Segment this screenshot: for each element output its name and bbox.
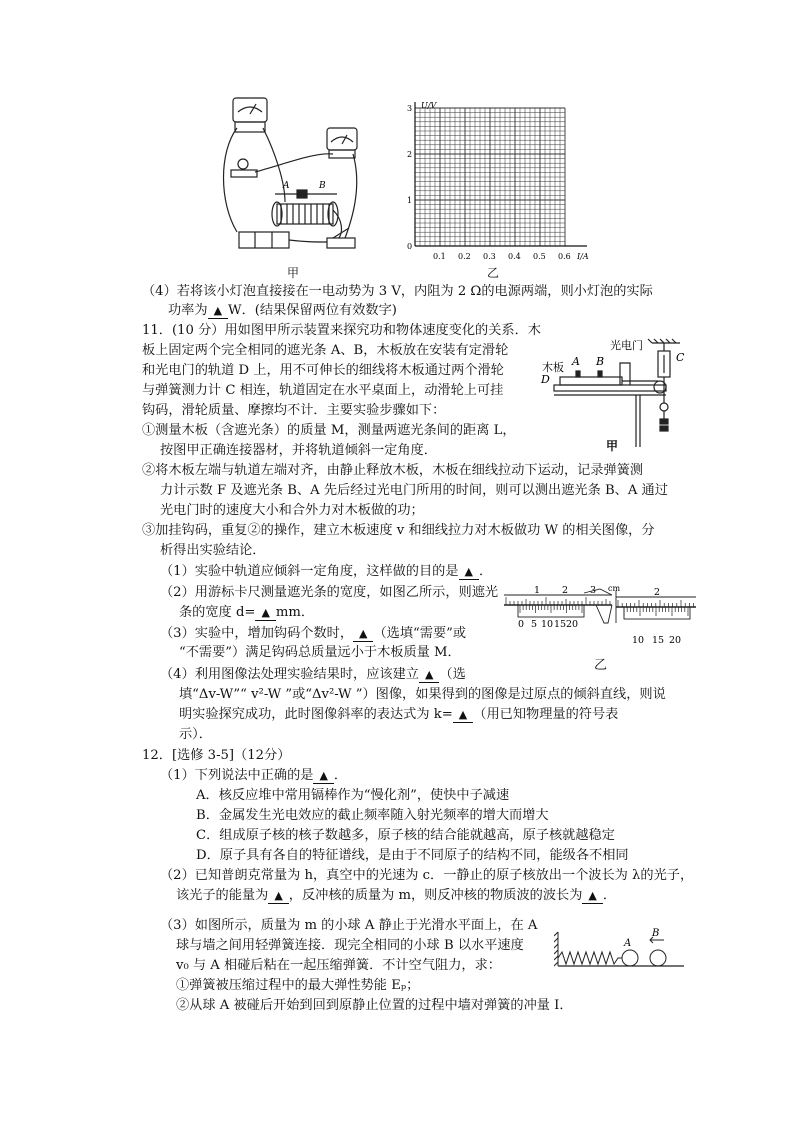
answer-blank[interactable]: ▲: [453, 708, 473, 723]
q11-text: 与弹簧测力计 C 相连，轨道固定在水平桌面上，动滑轮上可挂: [142, 383, 504, 398]
q11-step1: ①测量木板（含遮光条）的质量 M，测量两遮光条间的距离 L，: [142, 423, 516, 438]
q12-part3: （3）如图所示，质量为 m 的小球 A 静止于光滑水平面上，在 A: [160, 918, 538, 933]
y-tick-label: 3: [407, 104, 413, 113]
q11-text: 钩码，滑轮质量、摩擦均不计．主要实验步骤如下：: [142, 403, 446, 418]
ball-b-label: B: [652, 928, 660, 939]
caliper-unit: cm: [608, 584, 621, 593]
q11-step2: 光电门时的速度大小和合外力对木板做的功；: [160, 503, 424, 518]
q11-part4: （4）利用图像法处理实验结果时，应该建立 ▲ （选: [160, 667, 466, 682]
q11-part2: （2）用游标卡尺测量遮光条的宽度，如图乙所示，则遮光: [160, 585, 499, 600]
ui-graph: [395, 96, 595, 264]
q12-heading: 12．[选修 3-5]（12分）: [142, 748, 291, 763]
rheostat-label-b: B: [319, 181, 326, 191]
answer-blank[interactable]: ▲: [208, 304, 228, 319]
spring-balls-figure: [554, 924, 686, 970]
q11-part1: （1）实验中轨道应倾斜一定角度，这样做的目的是 ▲ ．: [160, 564, 493, 579]
x-tick-label: 0.5: [533, 252, 546, 261]
caliper-zoom-vernier-number: 15: [652, 635, 665, 646]
vernier-caliper-figure: [504, 583, 696, 651]
answer-blank[interactable]: ▲: [313, 769, 333, 784]
q11-part2: 条的宽度 d= ▲ mm．: [179, 605, 315, 620]
q12-part3-sub1: ①弹簧被压缩过程中的最大弹性势能 Eₚ；: [176, 978, 420, 993]
ball-a-label: A: [624, 938, 632, 949]
q11-step2: 力计示数 F 及遮光条 B、A 先后经过光电门所用的时间，则可以测出遮光条 B、A 通过: [160, 483, 668, 498]
caliper-vernier-number: 20: [566, 619, 579, 630]
q12-part3: 球与墙之间用轻弹簧连接．现完全相同的小球 B 以水平速度: [176, 938, 524, 953]
caliper-vernier-number: 10: [541, 619, 554, 630]
answer-blank[interactable]: ▲: [353, 627, 373, 642]
answer-blank[interactable]: ▲: [419, 668, 439, 683]
q11-step3: ③加挂钩码，重复②的操作，建立木板速度 v 和细线拉力对木板做功 W 的相关图像，分: [142, 523, 655, 538]
rheostat-label-a: A: [283, 181, 290, 191]
x-tick-label: 0.3: [483, 252, 496, 261]
q11-step1: 按图甲正确连接器材，并将轨道倾斜一定角度．: [160, 443, 437, 458]
x-tick-label: 0.6: [558, 252, 571, 261]
graph-xlabel: I/A: [577, 252, 589, 261]
label-c: C: [676, 351, 685, 364]
label-a: A: [572, 355, 580, 368]
q12-part3: v₀ 与 A 相碰后粘在一起压缩弹簧．不计空气阻力，求：: [176, 958, 501, 973]
circuit-figure: [215, 92, 365, 252]
graph-ylabel: U/V: [421, 101, 437, 110]
answer-blank[interactable]: ▲: [582, 889, 602, 904]
label-b: B: [596, 355, 605, 368]
label-photogate: 光电门: [610, 339, 643, 352]
q11-step3: 析得出实验结论．: [160, 543, 266, 558]
y-tick-label: 2: [407, 150, 413, 159]
x-tick-label: 0.2: [458, 252, 471, 261]
caliper-main-number: 3: [590, 585, 597, 596]
q11-text: 和光电门的轨道 D 上，用不可伸长的细线将木板通过两个滑轮: [142, 363, 504, 378]
q12-option-c: C．组成原子核的核子数越多，原子核的结合能就越高，原子核就越稳定: [196, 828, 615, 843]
q11-part4: 填“Δv-W”“ v²-W ”或“Δv²-W ”）图像，如果得到的图像是过原点的倾斜直线，则说: [179, 687, 666, 702]
q12-option-d: D．原子具有各自的特征谱线，是由于不同原子的结构不同，能级各不相同: [196, 848, 629, 863]
fig-caption-yi-2: 乙: [594, 658, 608, 673]
q11-step2: ②将木板左端与轨道左端对齐，由静止释放木板，木板在细线拉动下运动，记录弹簧测: [142, 463, 644, 478]
caliper-vernier-number: 5: [531, 619, 538, 630]
q11-part3: “不需要”）满足钩码总质量远小于木板质量 M．: [179, 645, 461, 660]
q12-part2: （2）已知普朗克常量为 h，真空中的光速为 c．一静止的原子核放出一个波长为 λ的光子，: [160, 868, 694, 883]
fig-caption-yi: 乙: [487, 266, 500, 280]
caliper-zoom-vernier-number: 10: [632, 635, 645, 646]
q11-part4: 明实验探究成功，此时图像斜率的表达式为 k= ▲ （用已知物理量的符号表: [179, 707, 619, 722]
caliper-vernier-number: 0: [518, 619, 525, 630]
label-board: 木板: [542, 361, 564, 374]
caliper-main-number: 1: [534, 585, 541, 596]
q12-part1: （1）下列说法中正确的是 ▲ ．: [160, 768, 348, 783]
x-tick-label: 0.1: [433, 252, 446, 261]
label-d: D: [541, 373, 550, 386]
q10-4-line2: 功率为 ▲ W．(结果保留两位有效数字): [168, 303, 397, 318]
q11-heading: 11．(10 分）用如图甲所示装置来探究功和物体速度变化的关系．木: [142, 323, 541, 338]
q12-option-b: B．金属发生光电效应的截止频率随入射光频率的增大而增大: [196, 808, 549, 823]
q12-option-a: A．核反应堆中常用镉棒作为“慢化剂”，使快中子减速: [196, 788, 510, 803]
answer-blank[interactable]: ▲: [268, 889, 288, 904]
caliper-main-number: 2: [562, 585, 569, 596]
fig-caption-jia: 甲: [287, 266, 300, 280]
q10-4-line1: （4）若将该小灯泡直接接在一电动势为 3 V，内阻为 2 Ω的电源两端，则小灯泡的实际: [142, 284, 653, 299]
x-tick-label: 0.4: [508, 252, 521, 261]
q11-part4: 示）．: [179, 727, 212, 742]
answer-blank[interactable]: ▲: [255, 606, 275, 621]
q11-text: 板上固定两个完全相同的遮光条 A、B，木板放在安装有定滑轮: [142, 343, 509, 358]
y-tick-label: 1: [407, 196, 413, 205]
q12-part3-sub2: ②从球 A 被碰后开始到回到原静止位置的过程中墙对弹簧的冲量 I．: [176, 998, 573, 1013]
q11-part3: （3）实验中，增加钩码个数时， ▲ （选填“需要”或: [160, 626, 467, 641]
caliper-zoom-number: 2: [654, 587, 661, 598]
answer-blank[interactable]: ▲: [459, 565, 479, 580]
q12-part2: 该光子的能量为 ▲ ，反冲核的质量为 m，则反冲核的物质波的波长为 ▲ ．: [176, 888, 617, 903]
graph-origin: 0: [407, 242, 413, 251]
fig-caption-jia-2: 甲: [606, 439, 619, 453]
caliper-zoom-vernier-number: 20: [669, 635, 682, 646]
caliper-vernier-number: 15: [554, 619, 567, 630]
